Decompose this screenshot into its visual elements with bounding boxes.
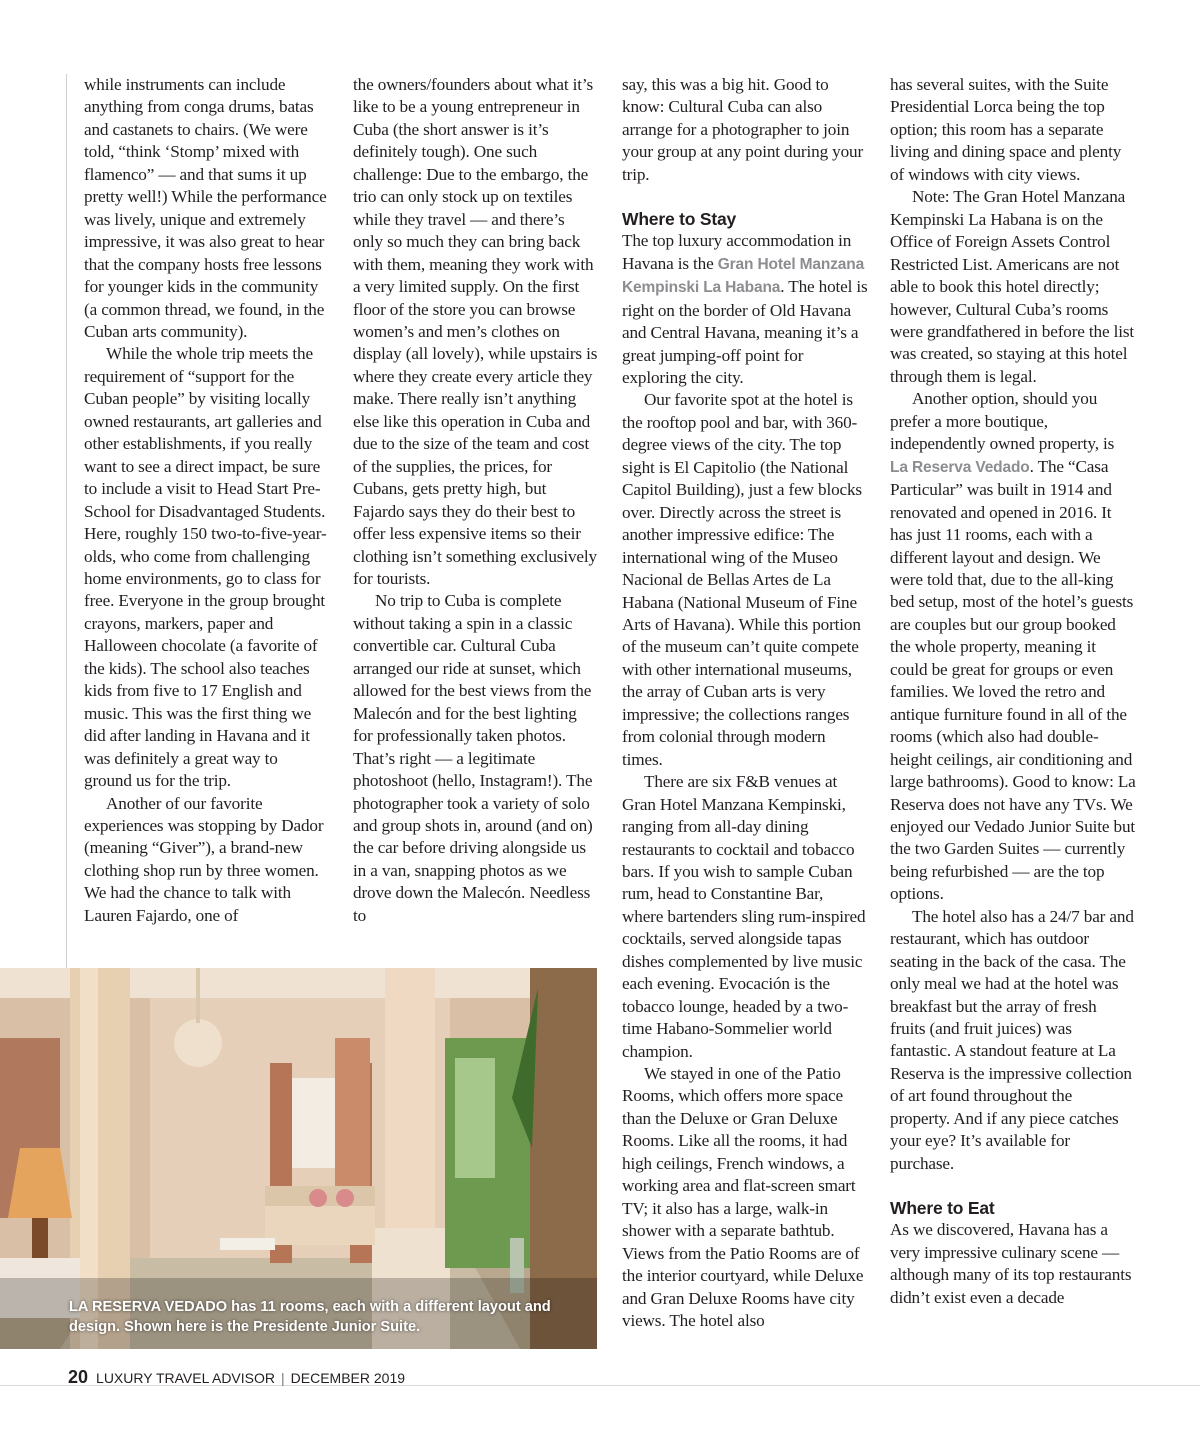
text: . The hotel is right on the border of Old Havana and Central Havana, meaning it’s a great jumping-off point for exploring the city.	[622, 277, 868, 387]
paragraph: the owners/founders about what it’s like to be a young entrepreneur in Cuba (the short answer is it’s definitely tough). One such challenge: Due to the embargo, the trio can only stock up on textiles while they travel — and there’s only so much they can bring back with them, meaning they work with a very limited supply. On the first floor of the store you can browse women’s and men’s clothes on display (all lovely), while upstairs is where they create every article they make. There really isn’t anything else like this operation in Cuba and due to the size of the team and cost of the supplies, the prices, for Cubans, gets pretty high, but Fajardo says they do their best to offer less expensive items so their clothing isn’t something exclusively for tourists.	[353, 75, 598, 588]
page-number: 20	[68, 1367, 89, 1387]
text: Another option, should you prefer a more boutique, independently owned property, is	[890, 389, 1115, 454]
paragraph: Another of our favorite experiences was stopping by Dador (meaning “Giver”), a brand-new clothing shop run by three women. We had the chance to talk with Lauren Fajardo, one of	[84, 793, 324, 925]
article-column-2	[353, 74, 598, 927]
paragraph	[890, 388, 1136, 905]
footer-separator: |	[281, 1370, 285, 1386]
hotel-name-highlight: La Reserva Vedado	[890, 458, 1030, 476]
article-column-3	[622, 74, 868, 1332]
publication-name: LUXURY TRAVEL ADVISOR	[96, 1370, 275, 1386]
article-column-4	[890, 74, 1136, 1309]
text: . The “Casa Particular” was built in 1914 and renovated and opened in 2016. It has just 11 rooms, each with a different layout and design. We were told that, due to the all-king bed setup, most of the hotel’s guests are couples but our group booked the whole property, meaning it could be great for groups or even families. We loved the retro and antique furniture found in all of the rooms (which also had double-height ceilings, air conditioning and large bathrooms). Good to know: La Reserva does not have any TVs. We enjoyed our Vedado Junior Suite but the two Garden Suites — currently being refurbished — are the top options.	[890, 456, 1136, 904]
issue-date: DECEMBER 2019	[290, 1370, 406, 1386]
paragraph: The hotel also has a 24/7 bar and restaurant, which has outdoor seating in the back of the casa. The only meal we had at the hotel was breakfast but the array of fresh fruits (and fruit juices) was fantastic. A standout feature at La Reserva is the impressive collection of art found throughout the property. And if any piece catches your eye? It’s available for purchase.	[890, 906, 1134, 1173]
text: The top luxury accommodation in Havana is the	[622, 231, 852, 273]
page-footer	[68, 1367, 405, 1388]
hotel-name-highlight: Gran Hotel Manzana Kempinski La Habana	[622, 255, 865, 297]
paragraph: has several suites, with the Suite Presidential Lorca being the top option; this room has a separate living and dining space and plenty of windows with city views.	[890, 75, 1122, 184]
column-rule	[66, 74, 67, 968]
paragraph: No trip to Cuba is complete without taking a spin in a classic convertible car. Cultural Cuba arranged our ride at sunset, which allowed for the best views from the Malecón and for the best lighting for professionally taken photos. That’s right — a legitimate photoshoot (hello, Instagram!). The photographer took a variety of solo and group shots in, around (and on) the car before driving alongside us in a van, snapping photos as we drove down the Malecón. Needless to	[353, 591, 593, 925]
section-heading-where-to-stay: Where to Stay	[622, 209, 737, 230]
room-illustration	[0, 968, 597, 1349]
paragraph: while instruments can include anything from conga drums, batas and castanets to chairs. (We were told, “think ‘Stomp’ mixed with flamenco” — and that sums it up pretty well!) While the performance was lively, unique and extremely impressive, it was also great to hear that the company hosts free lessons for younger kids in the community (a common thread, we found, in the Cuban arts community).	[84, 75, 327, 341]
paragraph: Our favorite spot at the hotel is the rooftop pool and bar, with 360-degree views of the city. The top sight is El Capitolio (the National Capitol Building), just a few blocks over. Directly across the street is another impressive edifice: The international wing of the Museo Nacional de Bellas Artes de La Habana (National Museum of Fine Arts of Havana). While this portion of the museum can’t quite compete with other international museums, the array of Cuban arts is very impressive; the collections ranges from colonial through modern times.	[622, 390, 862, 769]
article-column-1	[84, 74, 328, 927]
paragraph: As we discovered, Havana has a very impressive culinary scene — although many of its top restaurants didn’t exist even a decade	[890, 1220, 1132, 1307]
section-heading-where-to-eat: Where to Eat	[890, 1198, 995, 1219]
paragraph: While the whole trip meets the requirement of “support for the Cuban people” by visiting locally owned restaurants, art galleries and other establishments, if you really want to see a direct impact, be sure to include a visit to Head Start Pre-School for Disadvantaged Students. Here, roughly 150 two-to-five-year-olds, who come from challenging home environments, go to class for free. Everyone in the group brought crayons, markers, paper and Halloween chocolate (a favorite of the kids). The school also teaches kids from five to 17 English and music. This was the first thing we did after landing in Havana and it was definitely a great way to ground us for the trip.	[84, 344, 327, 791]
paragraph: say, this was a big hit. Good to know: Cultural Cuba can also arrange for a photographer to join your group at any point during your trip.	[622, 75, 864, 184]
paragraph: There are six F&B venues at Gran Hotel Manzana Kempinski, ranging from all-day dining restaurants to cocktail and tobacco bars. If you wish to sample Cuban rum, head to Constantine Bar, where bartenders sling rum-inspired cocktails, served alongside tapas dishes complemented by live music each evening. Evocación is the tobacco lounge, headed by a two-time Habano-Sommelier world champion.	[622, 772, 866, 1061]
paragraph	[622, 230, 868, 389]
paragraph: We stayed in one of the Patio Rooms, which offers more space than the Deluxe or Gran Deluxe Rooms. Like all the rooms, it had high ceilings, French windows, a working area and flat-screen smart TV; it also has a large, walk-in shower with a separate bathtub. Views from the Patio Rooms are of the interior courtyard, while Deluxe and Gran Deluxe Rooms have city views. The hotel also	[622, 1064, 864, 1331]
hotel-room-photo	[0, 968, 597, 1349]
paragraph: Note: The Gran Hotel Manzana Kempinski La Habana is on the Office of Foreign Assets Control Restricted List. Americans are not able to book this hotel directly; however, Cultural Cuba’s rooms were grandfathered in before the list was created, so staying at this hotel through them is legal.	[890, 187, 1135, 386]
photo-caption: LA RESERVA VEDADO has 11 rooms, each with a different layout and design. Shown here is the Presidente Junior Suite.	[69, 1299, 551, 1335]
